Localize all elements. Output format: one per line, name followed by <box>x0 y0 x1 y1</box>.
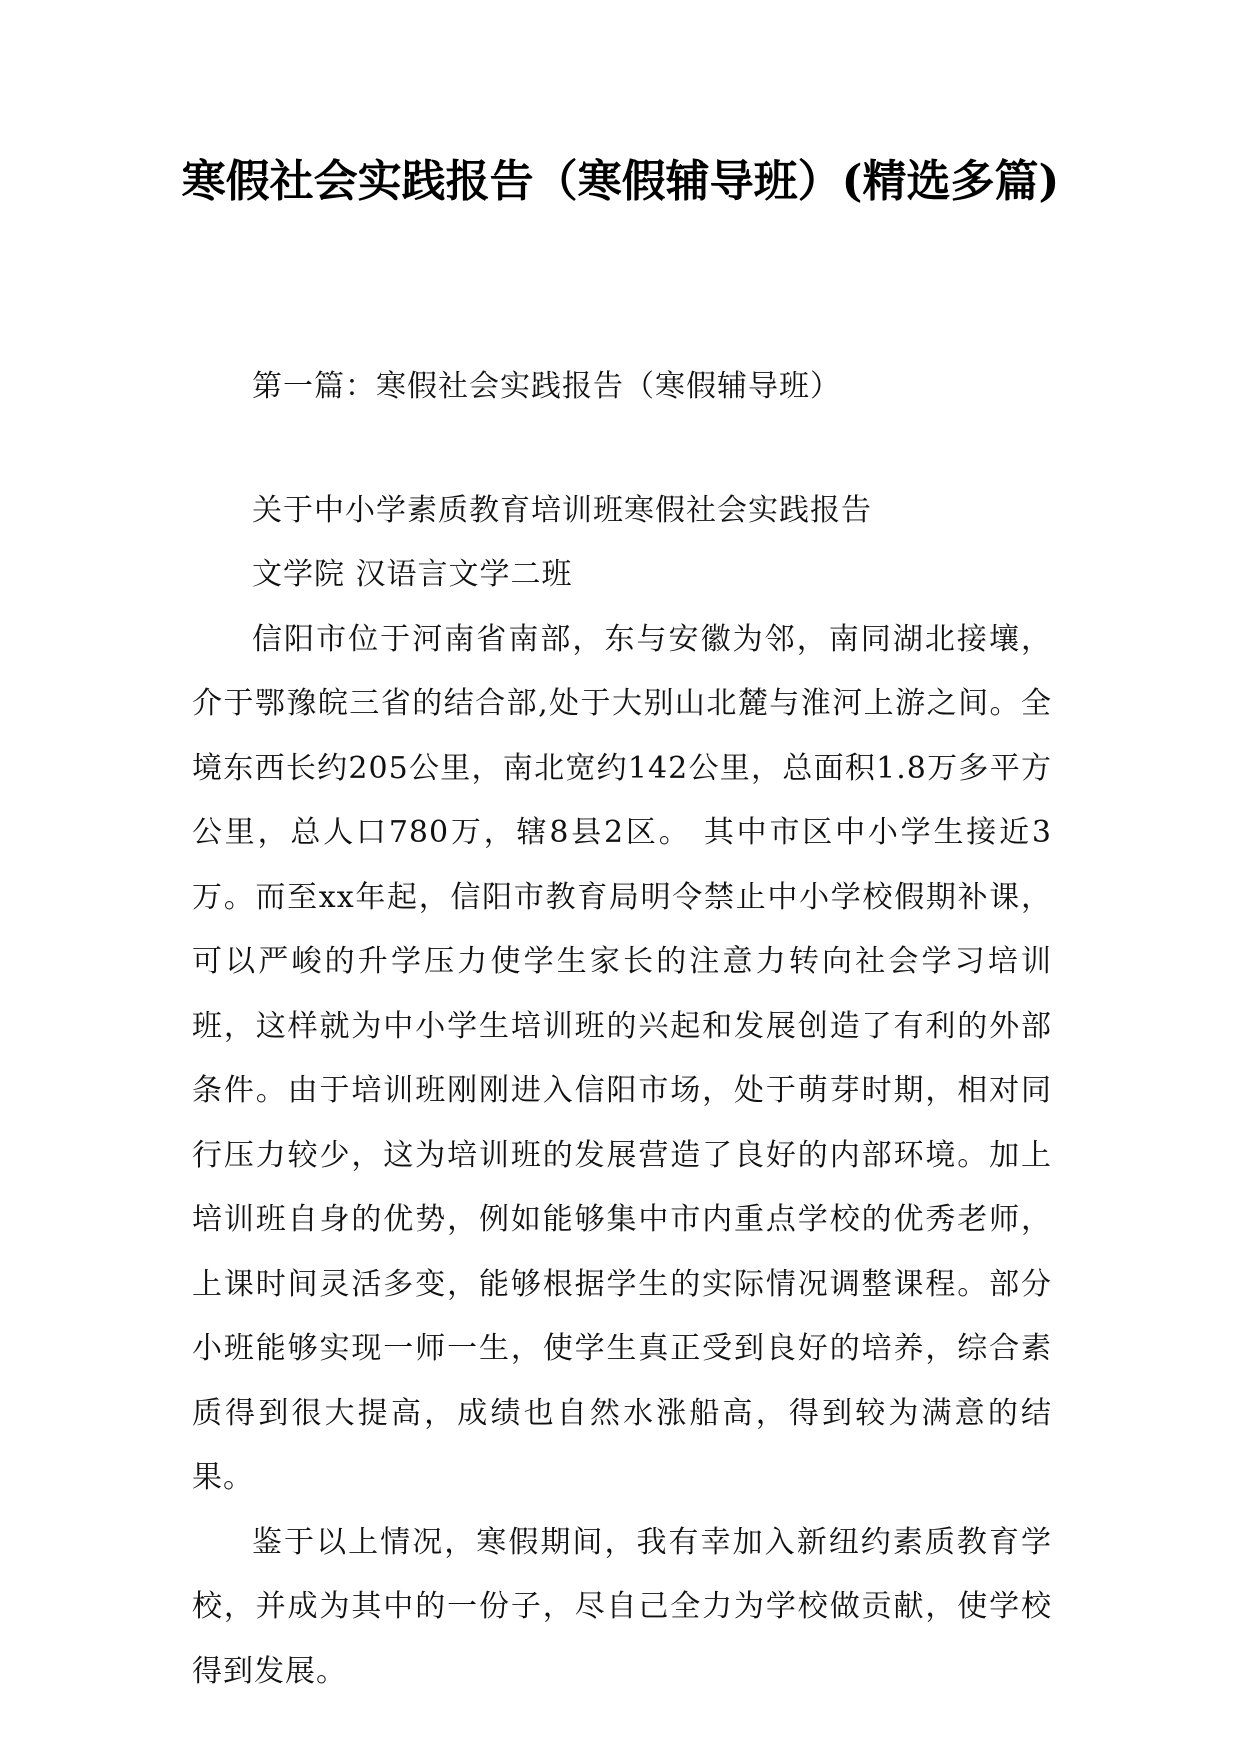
document-body <box>192 355 1052 1704</box>
body-paragraph: 信阳市位于河南省南部，东与安徽为邻，南同湖北接壤，介于鄂豫皖三省的结合部,处于大别山北麓与淮河上游之间。全境东西长约205公里，南北宽约142公里，总面积1.8万多平方公里，总人口780万，辖8县2区。 其中市区中小学生接近3万。而至xx年起，信阳市教育局明令禁止中小学校假期补课，可以严峻的升学压力使学生家长的注意力转向社会学习培训班，这样就为中小学生培训班的兴起和发展创造了有利的外部条件。由于培训班刚刚进入信阳市场，处于萌芽时期，相对同行压力较少，这为培训班的发展营造了良好的内部环境。加上培训班自身的优势，例如能够集中市内重点学校的优秀老师，上课时间灵活多变，能够根据学生的实际情况调整课程。部分小班能够实现一师一生，使学生真正受到良好的培养，综合素质得到很大提高，成绩也自然水涨船高，得到较为满意的结果。 <box>192 621 1052 1495</box>
author-line: 文学院 汉语言文学二班 <box>252 557 573 592</box>
section-heading: 第一篇：寒假社会实践报告（寒假辅导班） <box>252 369 841 404</box>
body-paragraph: 鉴于以上情况，寒假期间，我有幸加入新纽约素质教育学校，并成为其中的一份子，尽自己全力为学校做贡献，使学校得到发展。 <box>192 1524 1052 1689</box>
document-title: 寒假社会实践报告（寒假辅导班）(精选多篇) <box>181 156 1060 207</box>
report-title: 关于中小学素质教育培训班寒假社会实践报告 <box>252 492 872 528</box>
